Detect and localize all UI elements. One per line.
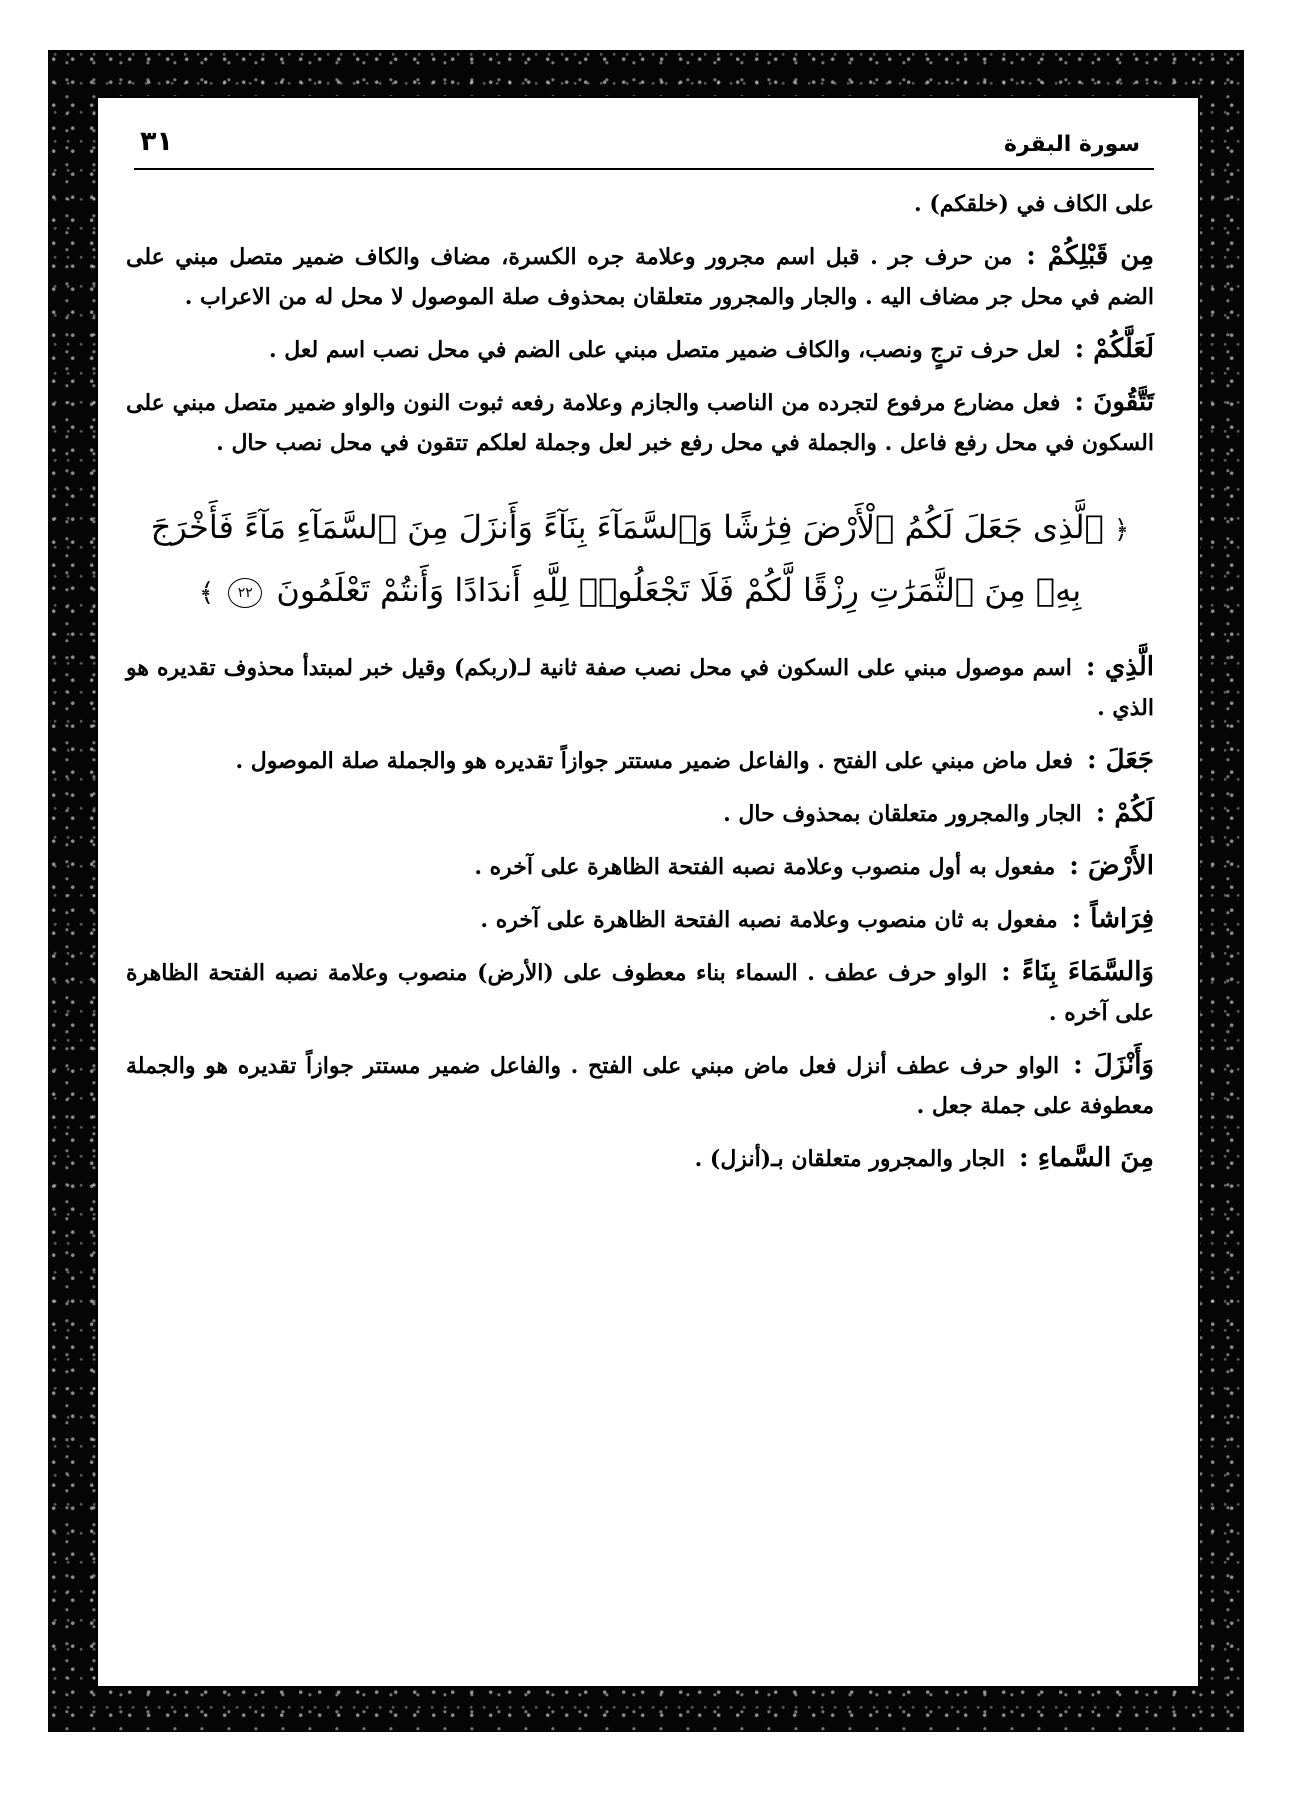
entry-text: اسم موصول مبني على السكون في محل نصب صفة ثانية لـ(ربكم) وقيل خبر لمبتدأ محذوف تقديره هو الذي . xyxy=(126,655,1154,721)
entry-paragraph xyxy=(126,846,1154,887)
entry-term: جَعَلَ : xyxy=(1087,745,1154,775)
entry-paragraph xyxy=(126,329,1154,370)
entry-term: تَتَّقُونَ : xyxy=(1074,387,1154,417)
entry-text: من حرف جر . قبل اسم مجرور وعلامة جره الكسرة، مضاف والكاف ضمير متصل مبني على الضم في محل جر مضاف اليه . والجار والمجرور متعلقان بمحذوف صلة الموصول لا محل له من الاعراب . xyxy=(126,244,1154,310)
entry-text: الواو حرف عطف أنزل فعل ماض مبني على الفتح . والفاعل ضمير مستتر جوازاً تقديره هو والجملة معطوفة على جملة جعل . xyxy=(126,1053,1154,1119)
entry-paragraph xyxy=(126,740,1154,781)
entry-paragraph xyxy=(126,1045,1154,1126)
entry-text: لعل حرف ترجٍ ونصب، والكاف ضمير متصل مبني على الضم في محل نصب اسم لعل . xyxy=(268,337,1061,363)
page-number: ٣١ xyxy=(140,126,173,157)
page-content xyxy=(126,184,1154,1191)
entry-term: الأَرْضَ : xyxy=(1069,851,1154,881)
entry-text: فعل ماض مبني على الفتح . والفاعل ضمير مستتر جوازاً تقديره هو والجملة صلة الموصول . xyxy=(235,748,1074,774)
entry-paragraph xyxy=(126,647,1154,728)
entry-term: وَالسَّمَاءَ بِنَاءً : xyxy=(1001,957,1154,987)
header-rule xyxy=(134,168,1154,170)
entry-paragraph xyxy=(126,952,1154,1033)
entry-text: الجار والمجرور متعلقان بـ(أنزل) . xyxy=(694,1146,1006,1172)
entry-text: مفعول به أول منصوب وعلامة نصبه الفتحة الظاهرة على آخره . xyxy=(474,854,1056,880)
entry-term: لَكُمْ : xyxy=(1095,798,1154,828)
entry-term: مِنَ السَّماءِ : xyxy=(1019,1143,1154,1173)
entry-term: لَعَلَّكُمْ : xyxy=(1074,334,1154,364)
entry-text: الجار والمجرور متعلقان بمحذوف حال . xyxy=(723,801,1082,827)
entry-text: فعل مضارع مرفوع لتجرده من الناصب والجازم وعلامة رفعه ثبوت النون والواو ضمير متصل مبني على السكون في محل رفع فاعل . والجملة في محل رفع خبر لعل وجملة لعلكم تتقون في محل نصب حال . xyxy=(126,390,1154,456)
surah-title: سورة البقرة xyxy=(1003,132,1140,157)
entry-paragraph xyxy=(126,793,1154,834)
entry-term: مِن قَبْلِكُمْ : xyxy=(1026,241,1154,271)
entry-paragraph xyxy=(126,382,1154,463)
entry-term: وَأَنْزَلَ : xyxy=(1073,1050,1154,1080)
ayah-number-marker: ٢٢ xyxy=(228,578,262,608)
entry-text: مفعول به ثان منصوب وعلامة نصبه الفتحة الظاهرة على آخره . xyxy=(480,907,1058,933)
verse-close-bracket: ﴾ xyxy=(198,578,215,608)
book-page xyxy=(96,96,1200,1688)
entry-text: الواو حرف عطف . السماء بناء معطوف على (الأرض) منصوب وعلامة نصبه الفتحة الظاهرة على آخره . xyxy=(126,960,1154,1026)
quran-verse xyxy=(136,497,1144,623)
entry-paragraph xyxy=(126,184,1154,224)
entry-text: على الكاف في (خلقكم) . xyxy=(914,191,1154,217)
entry-paragraph xyxy=(126,1138,1154,1179)
entry-term: فِرَاشاً : xyxy=(1071,904,1154,934)
entry-paragraph xyxy=(126,236,1154,317)
entry-term: الَّذِي : xyxy=(1085,652,1154,682)
entry-paragraph xyxy=(126,899,1154,940)
verse-text: ٱلَّذِى جَعَلَ لَكُمُ ٱلْأَرْضَ فِرَٰشًا وَٱلسَّمَآءَ بِنَآءً وَأَنزَلَ مِنَ ٱلسَّمَآءِ مَآءً فَأَخْرَجَ بِهِۦ مِنَ ٱلثَّمَرَٰتِ رِزْقًا لَّكُمْ فَلَا تَجْعَلُوا۟ لِلَّهِ أَندَادًا وَأَنتُمْ تَعْلَمُونَ xyxy=(150,508,1104,609)
verse-open-bracket: ﴿ xyxy=(1114,515,1130,545)
